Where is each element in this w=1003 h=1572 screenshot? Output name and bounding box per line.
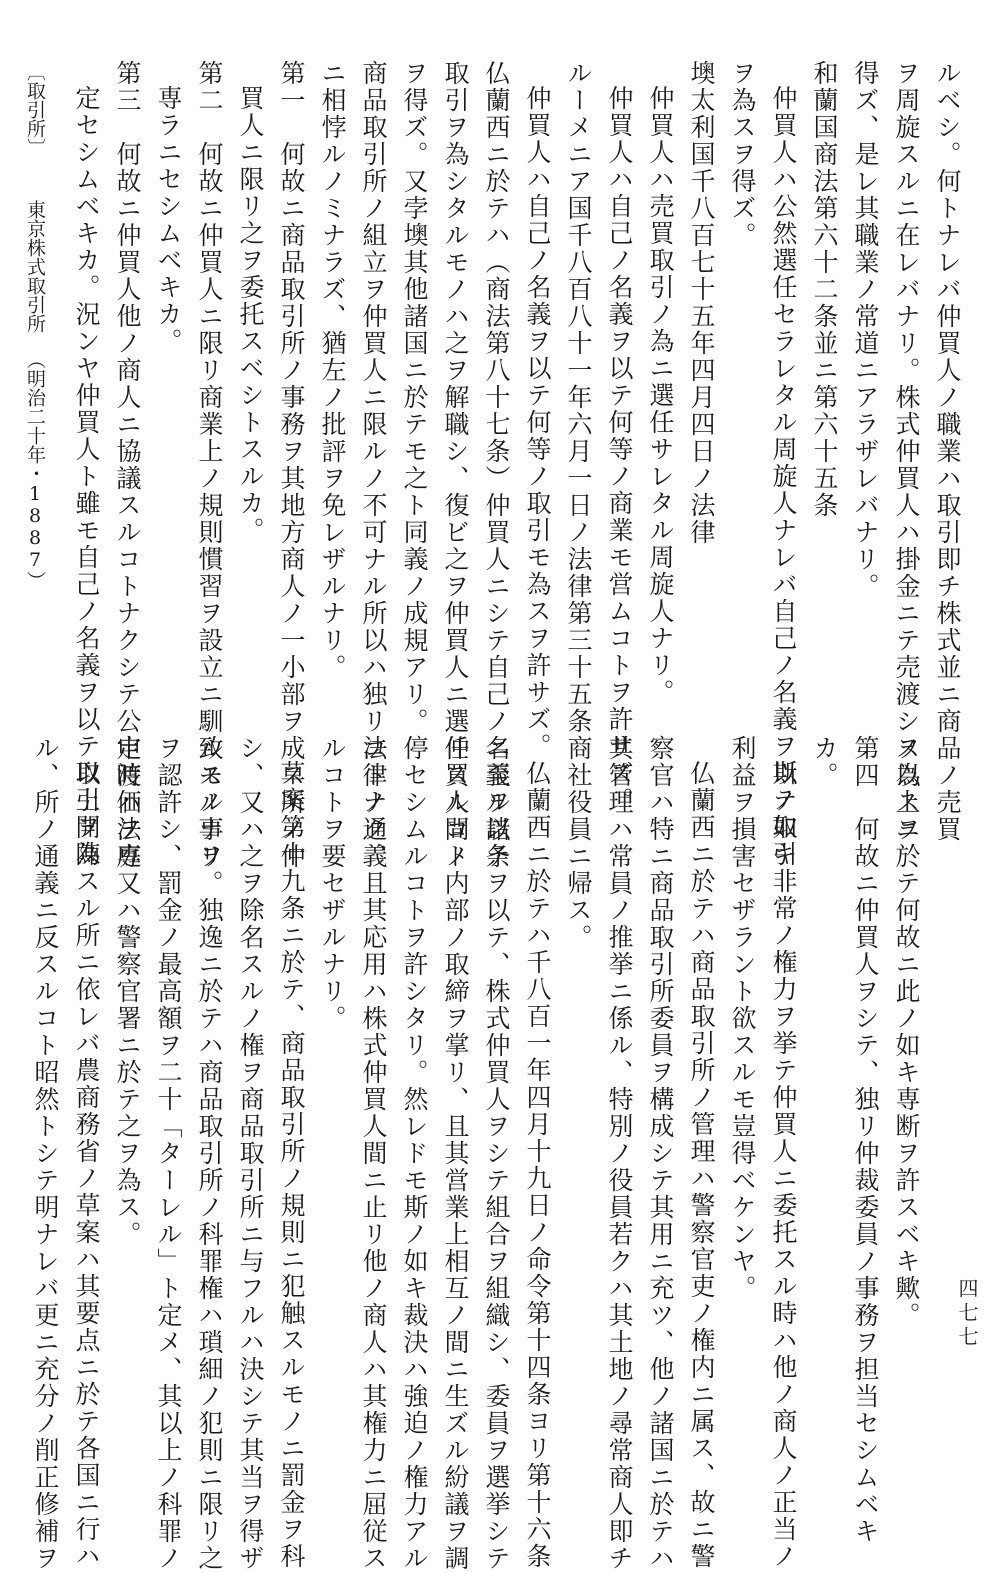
text-column: 仲買人ハ売買取引ノ為ニ選任サレタル周旋人ナリ。	[646, 85, 675, 706]
text-column: 停セシムルコトヲ許シタリ。然レドモ斯ノ如キ裁決ハ強迫ノ権力アル	[400, 735, 429, 1572]
text-column: ニ相悖ルノミナラズ、猶左ノ批評ヲ免レザルナリ。	[318, 60, 347, 681]
text-column: 第一 何故ニ商品取引所ノ事務ヲ其地方商人ノ一小部ヲ成ス所ノ仲	[277, 60, 306, 870]
text-column: ルモノナリ。独逸ニ於テハ商品取引所ノ科罪権ハ瑣細ノ犯則ニ限リ之	[195, 735, 224, 1572]
text-column: コトナク、且其応用ハ株式仲買人間ニ止リ他ノ商人ハ其権力ニ屈従ス	[359, 735, 388, 1572]
text-column: 定セシムベキカ。況ンヤ仲買人ト雖モ自己ノ名義ヲ以テ取引ヲ為	[72, 85, 101, 868]
text-column: 第四 何故ニ仲買人ヲシテ、独リ仲裁委員ノ事務ヲ担当セシムベキ	[851, 735, 880, 1545]
text-column: ル、所ノ通義ニ反スルコト昭然トシテ明ナレバ更ニ充分ノ削正修補ヲ	[31, 735, 60, 1572]
text-column: 察官ハ特ニ商品取引所委員ヲ構成シテ其用ニ充ツ、他ノ諸国ニ於テハ	[646, 735, 675, 1572]
page-number: 四七七	[955, 1278, 979, 1350]
text-column: ルベシ。何トナレバ仲買人ノ職業ハ取引即チ株式並ニ商品ノ売買	[933, 60, 962, 843]
text-column: 草案第十九条ニ於テ、商品取引所ノ規則ニ犯触スルモノニ罰金ヲ科	[277, 760, 306, 1570]
text-column: 第三 何故ニ仲買人他ノ商人ニ協議スルコトナクシテ公定時価ヲ専	[113, 60, 142, 870]
text-column: シ、又ハ之ヲ除名スルノ権ヲ商品取引所ニ与フルハ決シテ其当ヲ得ザ	[236, 735, 265, 1572]
text-column: 仲買人ハ自己ノ名義ヲ以テ何等ノ取引モ為スヲ許サズ。	[523, 85, 552, 760]
text-column: ニ至ル諸条ヲ以テ、株式仲買人ヲシテ組合ヲ組織シ、委員ヲ選挙シテ	[482, 735, 511, 1572]
text-column: ヲ認許シ、罰金ノ最高額ヲ二十「ターレル」ト定メ、其以上ノ科罪ノ	[154, 735, 183, 1572]
text-column: 其管理ハ常員ノ推挙ニ係ル、特別ノ役員若クハ其土地ノ尋常商人即チ	[605, 735, 634, 1572]
text-column: ヲ周旋スルニ在レバナリ。株式仲買人ハ掛金ニテ売渡シヲ為スヲ	[892, 60, 921, 843]
text-column: 商品取引所ノ組立ヲ仲買人ニ限ルノ不可ナル所以ハ独リ法律ノ通義	[359, 60, 388, 870]
section-label: 〔取引所〕	[24, 62, 46, 157]
text-column: 仏蘭西ニ於テハ（商法第八十七条）仲買人ニシテ自己ノ名義ヲ以テ	[482, 60, 511, 870]
text-column: 買人ニ限リ之ヲ委托スベシトスルカ。	[236, 85, 265, 544]
text-column: ルコトヲ要セザルナリ。	[318, 735, 347, 1032]
text-column: 仲買人ハ公然選任セラレタル周旋人ナレバ自己ノ名義ヲ以テ取引	[769, 85, 798, 868]
text-column: 申渡ハ法庭又ハ警察官署ニ於テ之ヲ為ス。	[113, 735, 142, 1248]
text-column: 仏蘭西ニ於テハ千八百一年四月十九日ノ命令第十四条ヨリ第十六条	[523, 760, 552, 1570]
text-column: 和蘭国商法第六十二条並ニ第六十五条	[810, 60, 839, 519]
text-column: 得ズ、是レ其職業ノ常道ニアラザレバナリ。	[851, 60, 880, 600]
text-column: ルーメニア国千八百八十一年六月一日ノ法律第三十五条	[564, 60, 593, 735]
text-column: 専ラニセシムベキカ。	[154, 85, 183, 355]
text-column: 斯ノ如キ非常ノ権力ヲ挙テ仲買人ニ委托スル時ハ他ノ商人ノ正当ノ	[769, 760, 798, 1570]
text-column: 商社役員ニ帰ス。	[564, 735, 593, 951]
text-column: ヲ為スヲ得ズ。	[728, 60, 757, 249]
text-column: 取引ヲ為シタルモノハ之ヲ解職シ、復ビ之ヲ仲買人ニ選任スルコト	[441, 60, 470, 870]
text-column: 仲買人間ノ内部ノ取締ヲ掌リ、且其営業上相互ノ間ニ生ズル紛議ヲ調	[441, 735, 470, 1572]
text-column: 利益ヲ損害セザラント欲スルモ豈得ベケンヤ。	[728, 735, 757, 1302]
text-column: 以上開陳スル所ニ依レバ農商務省ノ草案ハ其要点ニ於テ各国ニ行ハ	[72, 760, 101, 1570]
text-column: ス以上ニ於テ何故ニ此ノ如キ専断ヲ許スベキ歟。	[892, 735, 921, 1329]
text-column: 仲買人ハ自己ノ名義ヲ以テ何等ノ商業モ営ムコトヲ許サズ。	[605, 85, 634, 814]
text-column: ヲ得ズ。又孛墺其他諸国ニ於テモ之ト同義ノ成規アリ。	[400, 60, 429, 735]
date-label: （明治二十年・1887）	[24, 350, 46, 590]
text-column: 第二 何故ニ仲買人ニ限リ商業上ノ規則慣習ヲ設立ニ馴致スル事ヲ	[195, 60, 224, 870]
source-label: 東京株式取引所	[24, 200, 46, 333]
text-column: 墺太利国千八百七十五年四月四日ノ法律	[687, 60, 716, 546]
text-column: 仏蘭西ニ於テハ商品取引所ノ管理ハ警察官吏ノ権内ニ属ス、故ニ警	[687, 760, 716, 1570]
text-column: カ。	[810, 735, 839, 789]
